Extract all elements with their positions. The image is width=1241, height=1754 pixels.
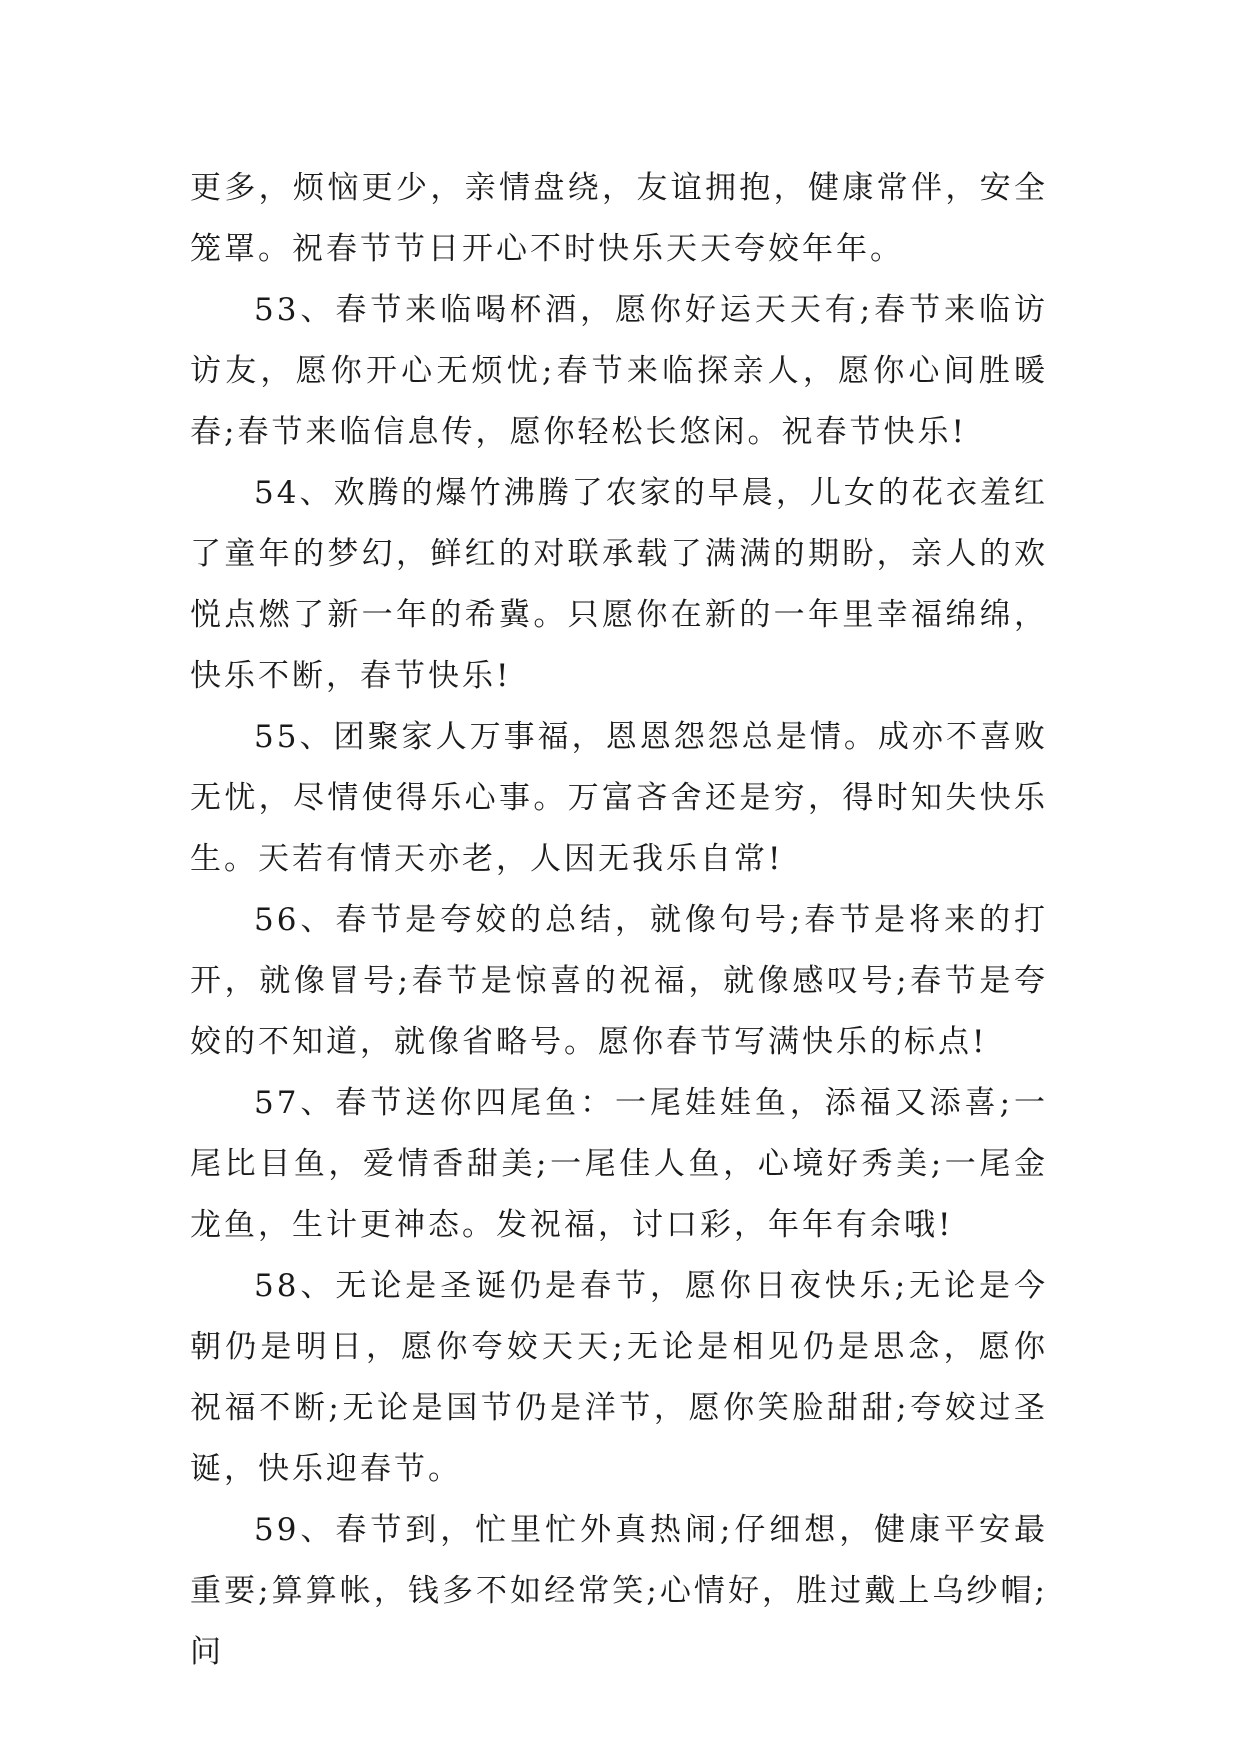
paragraph-58: 58、无论是圣诞仍是春节，愿你日夜快乐;无论是今朝仍是明日，愿你夸姣天天;无论是相见仍是思念，愿你祝福不断;无论是国节仍是洋节，愿你笑脸甜甜;夸姣过圣诞，快乐迎春节。 [190,1268,1048,1487]
paragraph-56: 56、春节是夸姣的总结，就像句号;春节是将来的打开，就像冒号;春节是惊喜的祝福，就像感叹号;春节是夸姣的不知道，就像省略号。愿你春节写满快乐的标点! [190,902,1048,1060]
paragraph-continuation: 更多，烦恼更少，亲情盘绕，友谊拥抱，健康常伴，安全笼罩。祝春节节日开心不时快乐天天夸姣年年。 [190,170,1048,267]
paragraph-53: 53、春节来临喝杯酒，愿你好运天天有;春节来临访访友，愿你开心无烦忧;春节来临探亲人，愿你心间胜暖春;春节来临信息传，愿你轻松长悠闲。祝春节快乐! [190,292,1048,450]
paragraph-54: 54、欢腾的爆竹沸腾了农家的早晨，儿女的花衣羞红了童年的梦幻，鲜红的对联承载了满满的期盼，亲人的欢悦点燃了新一年的希冀。只愿你在新的一年里幸福绵绵，快乐不断，春节快乐! [190,475,1048,694]
paragraph-57: 57、春节送你四尾鱼：一尾娃娃鱼，添福又添喜;一尾比目鱼，爱情香甜美;一尾佳人鱼，心境好秀美;一尾金龙鱼，生计更神态。发祝福，讨口彩，年年有余哦! [190,1085,1048,1243]
paragraph-59: 59、春节到，忙里忙外真热闹;仔细想，健康平安最重要;算算帐，钱多不如经常笑;心情好，胜过戴上乌纱帽;问 [190,1512,1048,1670]
document-body [190,158,1048,1683]
paragraph-55: 55、团聚家人万事福，恩恩怨怨总是情。成亦不喜败无忧，尽情使得乐心事。万富吝舍还是穷，得时知失快乐生。天若有情天亦老，人因无我乐自常! [190,719,1048,877]
